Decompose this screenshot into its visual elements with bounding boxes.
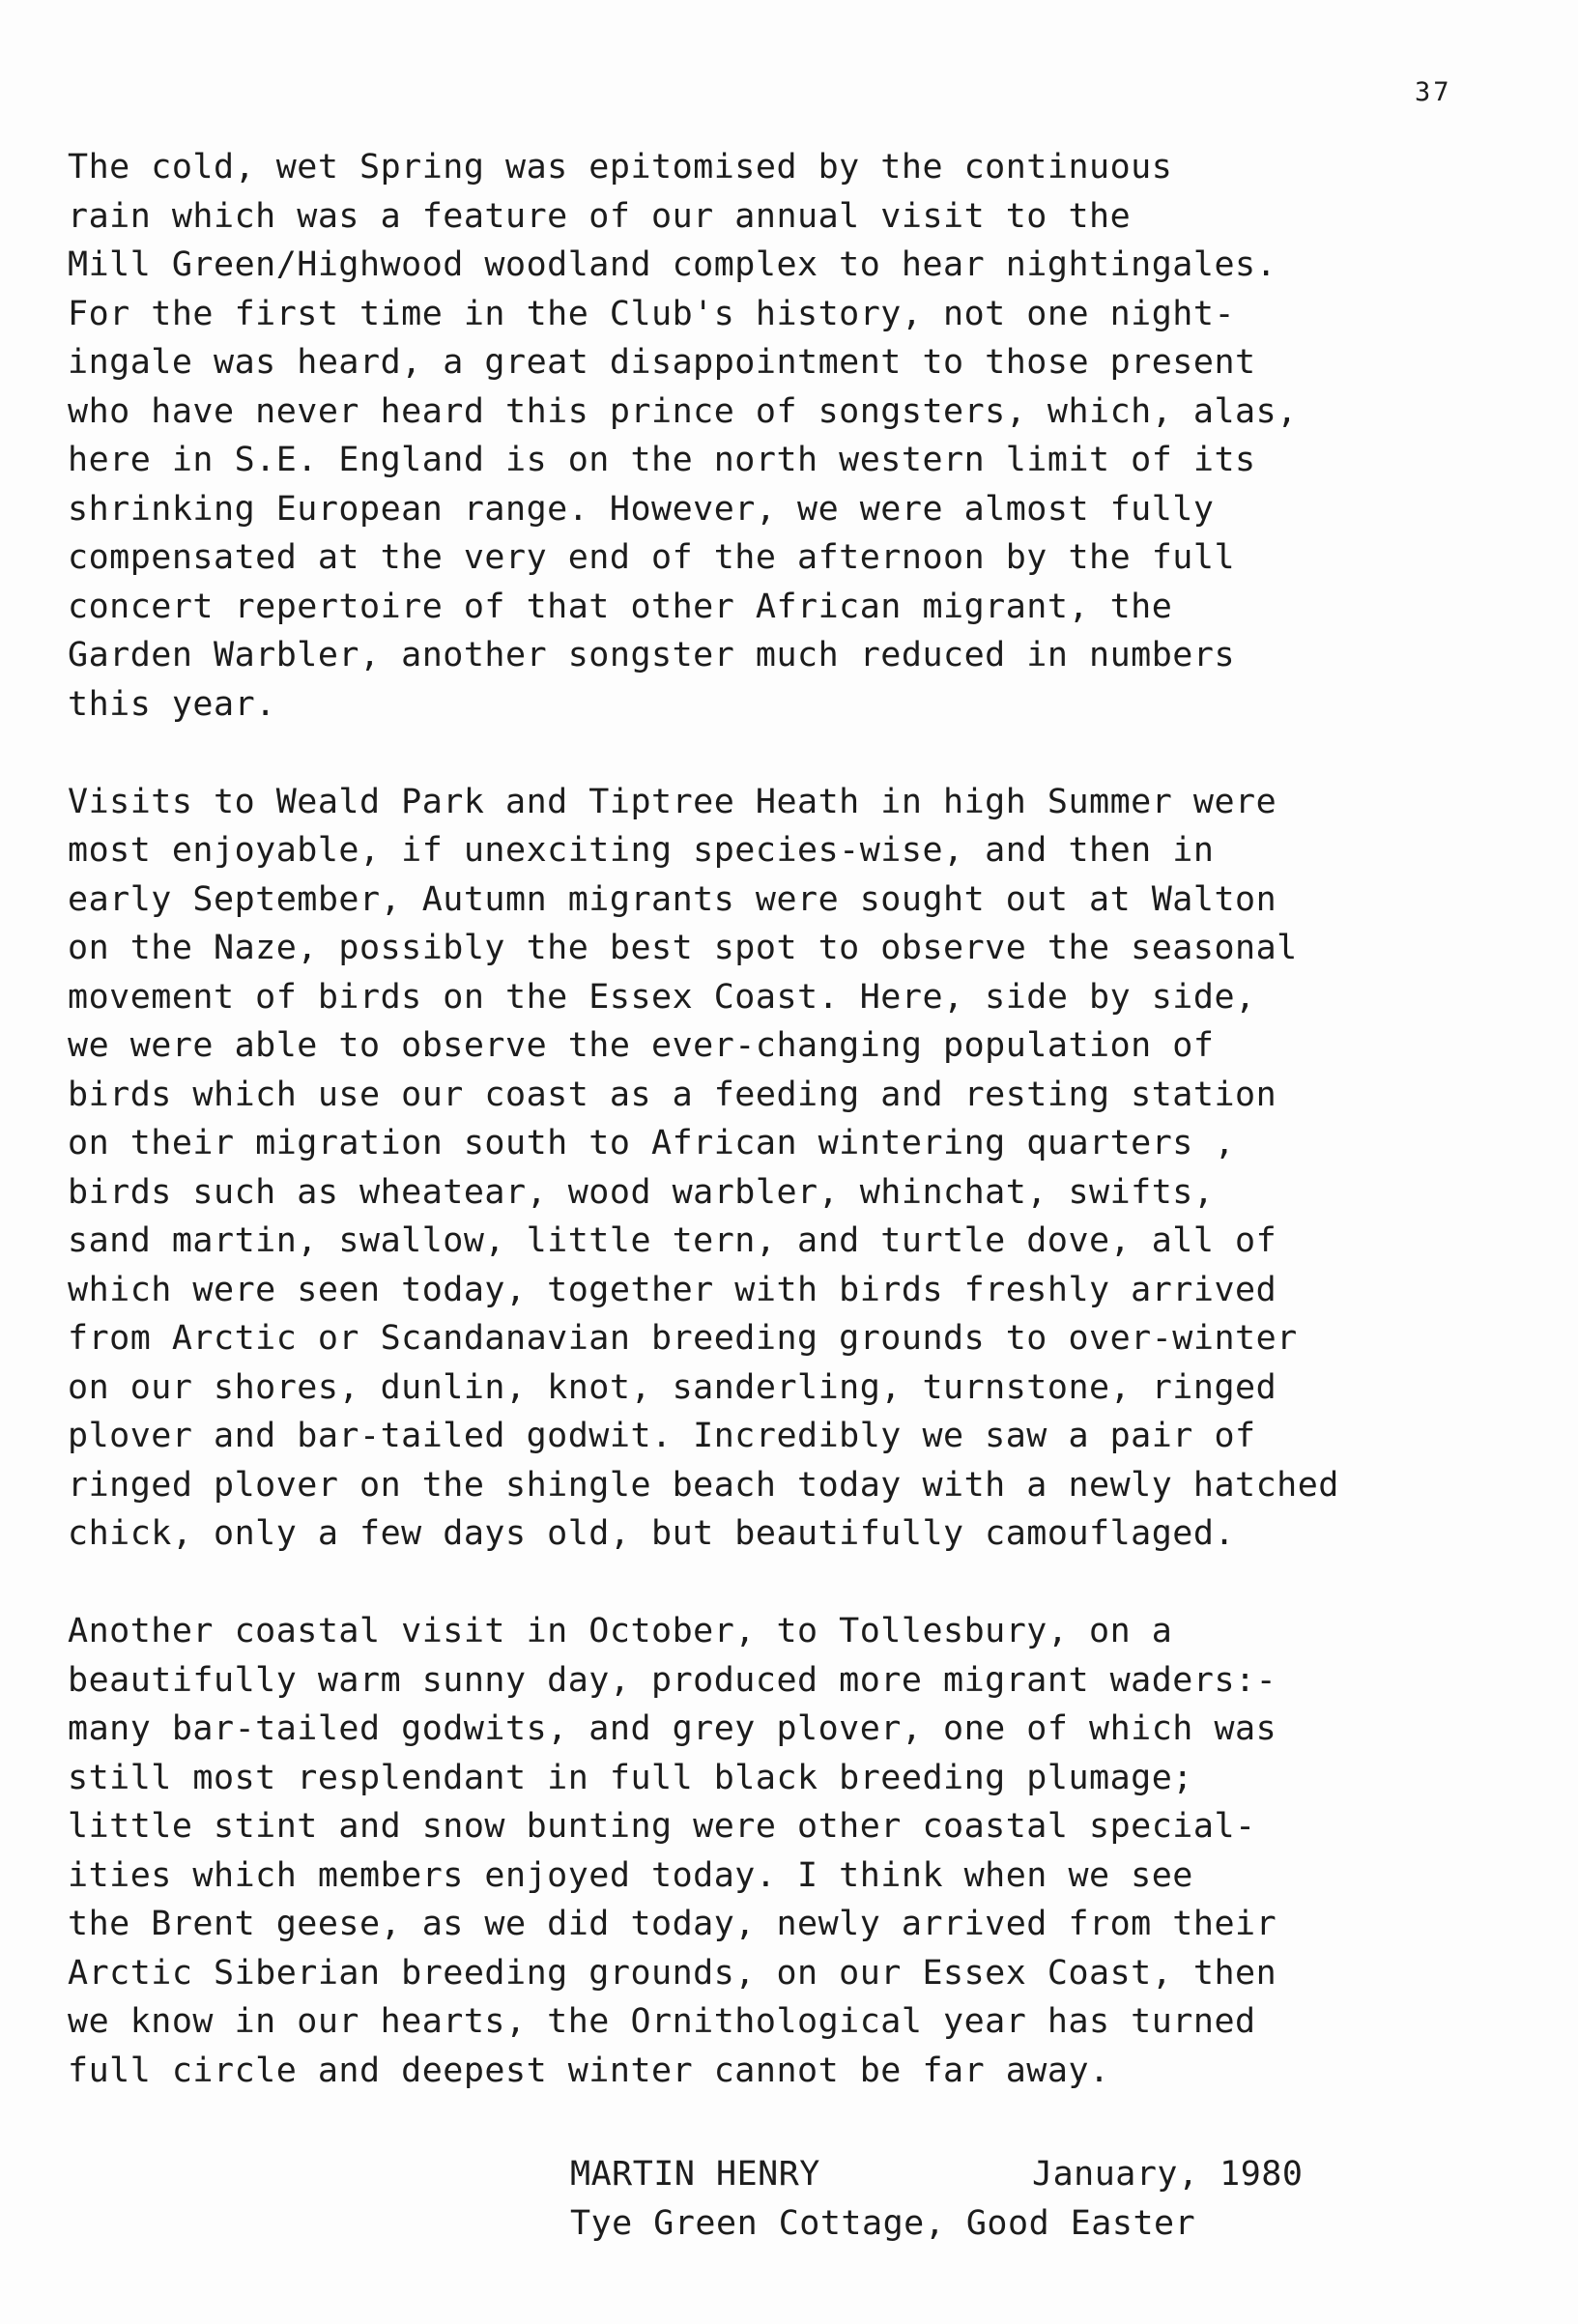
text-line: the Brent geese, as we did today, newly arrived from their [68, 1905, 1277, 1943]
text-line: which were seen today, together with birds freshly arrived [68, 1270, 1277, 1309]
text-line: here in S.E. England is on the north western limit of its [68, 441, 1256, 479]
paragraph-nightingales [68, 143, 1556, 729]
text-line: shrinking European range. However, we were almost fully [68, 489, 1215, 529]
text-line: movement of birds on the Essex Coast. Here, side by side, [68, 977, 1256, 1017]
text-line: The cold, wet Spring was epitomised by the continuous [68, 148, 1173, 186]
text-line: still most resplendant in full black breeding plumage; [68, 1758, 1193, 1797]
author-address: Tye Green Cottage, Good Easter [570, 2203, 1196, 2243]
paragraph-spacer [68, 729, 1556, 778]
paragraph-tollesbury [68, 1607, 1556, 2095]
signature-row [570, 2150, 1303, 2199]
paragraph-autumn-migrants [68, 778, 1556, 1559]
text-line: compensated at the very end of the afternoon by the full [68, 538, 1236, 577]
page-number: 37 [1415, 77, 1452, 107]
text-line: beautifully warm sunny day, produced more migrant waders:- [68, 1660, 1277, 1700]
paragraph-spacer [68, 1559, 1556, 1608]
text-line: Mill Green/Highwood woodland complex to hear nightingales. [68, 245, 1277, 284]
text-line: from Arctic or Scandanavian breeding grounds to over-winter [68, 1319, 1298, 1358]
text-line: chick, only a few days old, but beautifully camouflaged. [68, 1514, 1236, 1553]
text-line: birds which use our coast as a feeding and resting station [68, 1075, 1277, 1114]
address-row [570, 2199, 1303, 2249]
text-line: For the first time in the Club's history, not one night- [68, 294, 1236, 333]
text-line: ringed plover on the shingle beach today with a newly hatched [68, 1465, 1339, 1505]
signature-block [570, 2150, 1303, 2248]
text-line: most enjoyable, if unexciting species-wise, and then in [68, 831, 1215, 870]
text-line: on their migration south to African wintering quarters , [68, 1124, 1236, 1162]
text-line: little stint and snow bunting were other coastal special- [68, 1807, 1256, 1846]
text-line: ingale was heard, a great disappointment to those present [68, 343, 1256, 382]
text-line: Visits to Weald Park and Tiptree Heath in high Summer were [68, 782, 1277, 821]
text-line: rain which was a feature of our annual visit to the [68, 196, 1132, 236]
text-line: on our shores, dunlin, knot, sanderling, turnstone, ringed [68, 1367, 1277, 1407]
text-line: concert repertoire of that other African migrant, the [68, 587, 1173, 626]
text-line: many bar-tailed godwits, and grey plover, one of which was [68, 1709, 1277, 1748]
article-body [68, 143, 1556, 2095]
text-line: Another coastal visit in October, to Tollesbury, on a [68, 1612, 1173, 1650]
text-line: on the Naze, possibly the best spot to observe the seasonal [68, 929, 1298, 967]
text-line: this year. [68, 684, 276, 724]
text-line: full circle and deepest winter cannot be far away. [68, 2051, 1110, 2090]
text-line: birds such as wheatear, wood warbler, whinchat, swifts, [68, 1172, 1215, 1212]
text-line: plover and bar-tailed godwit. Incredibly we saw a pair of [68, 1417, 1256, 1455]
signature-date: January, 1980 [1032, 2155, 1304, 2194]
text-line: Garden Warbler, another songster much reduced in numbers [68, 636, 1236, 674]
author-name: MARTIN HENRY [570, 2155, 820, 2194]
text-line: sand martin, swallow, little tern, and turtle dove, all of [68, 1221, 1277, 1260]
text-line: early September, Autumn migrants were sought out at Walton [68, 879, 1277, 919]
text-line: ities which members enjoyed today. I think when we see [68, 1855, 1193, 1895]
text-line: who have never heard this prince of songsters, which, alas, [68, 391, 1298, 431]
text-line: we know in our hearts, the Ornithological year has turned [68, 2002, 1256, 2041]
text-line: we were able to observe the ever-changing population of [68, 1026, 1215, 1065]
text-line: Arctic Siberian breeding grounds, on our Essex Coast, then [68, 1953, 1277, 1993]
